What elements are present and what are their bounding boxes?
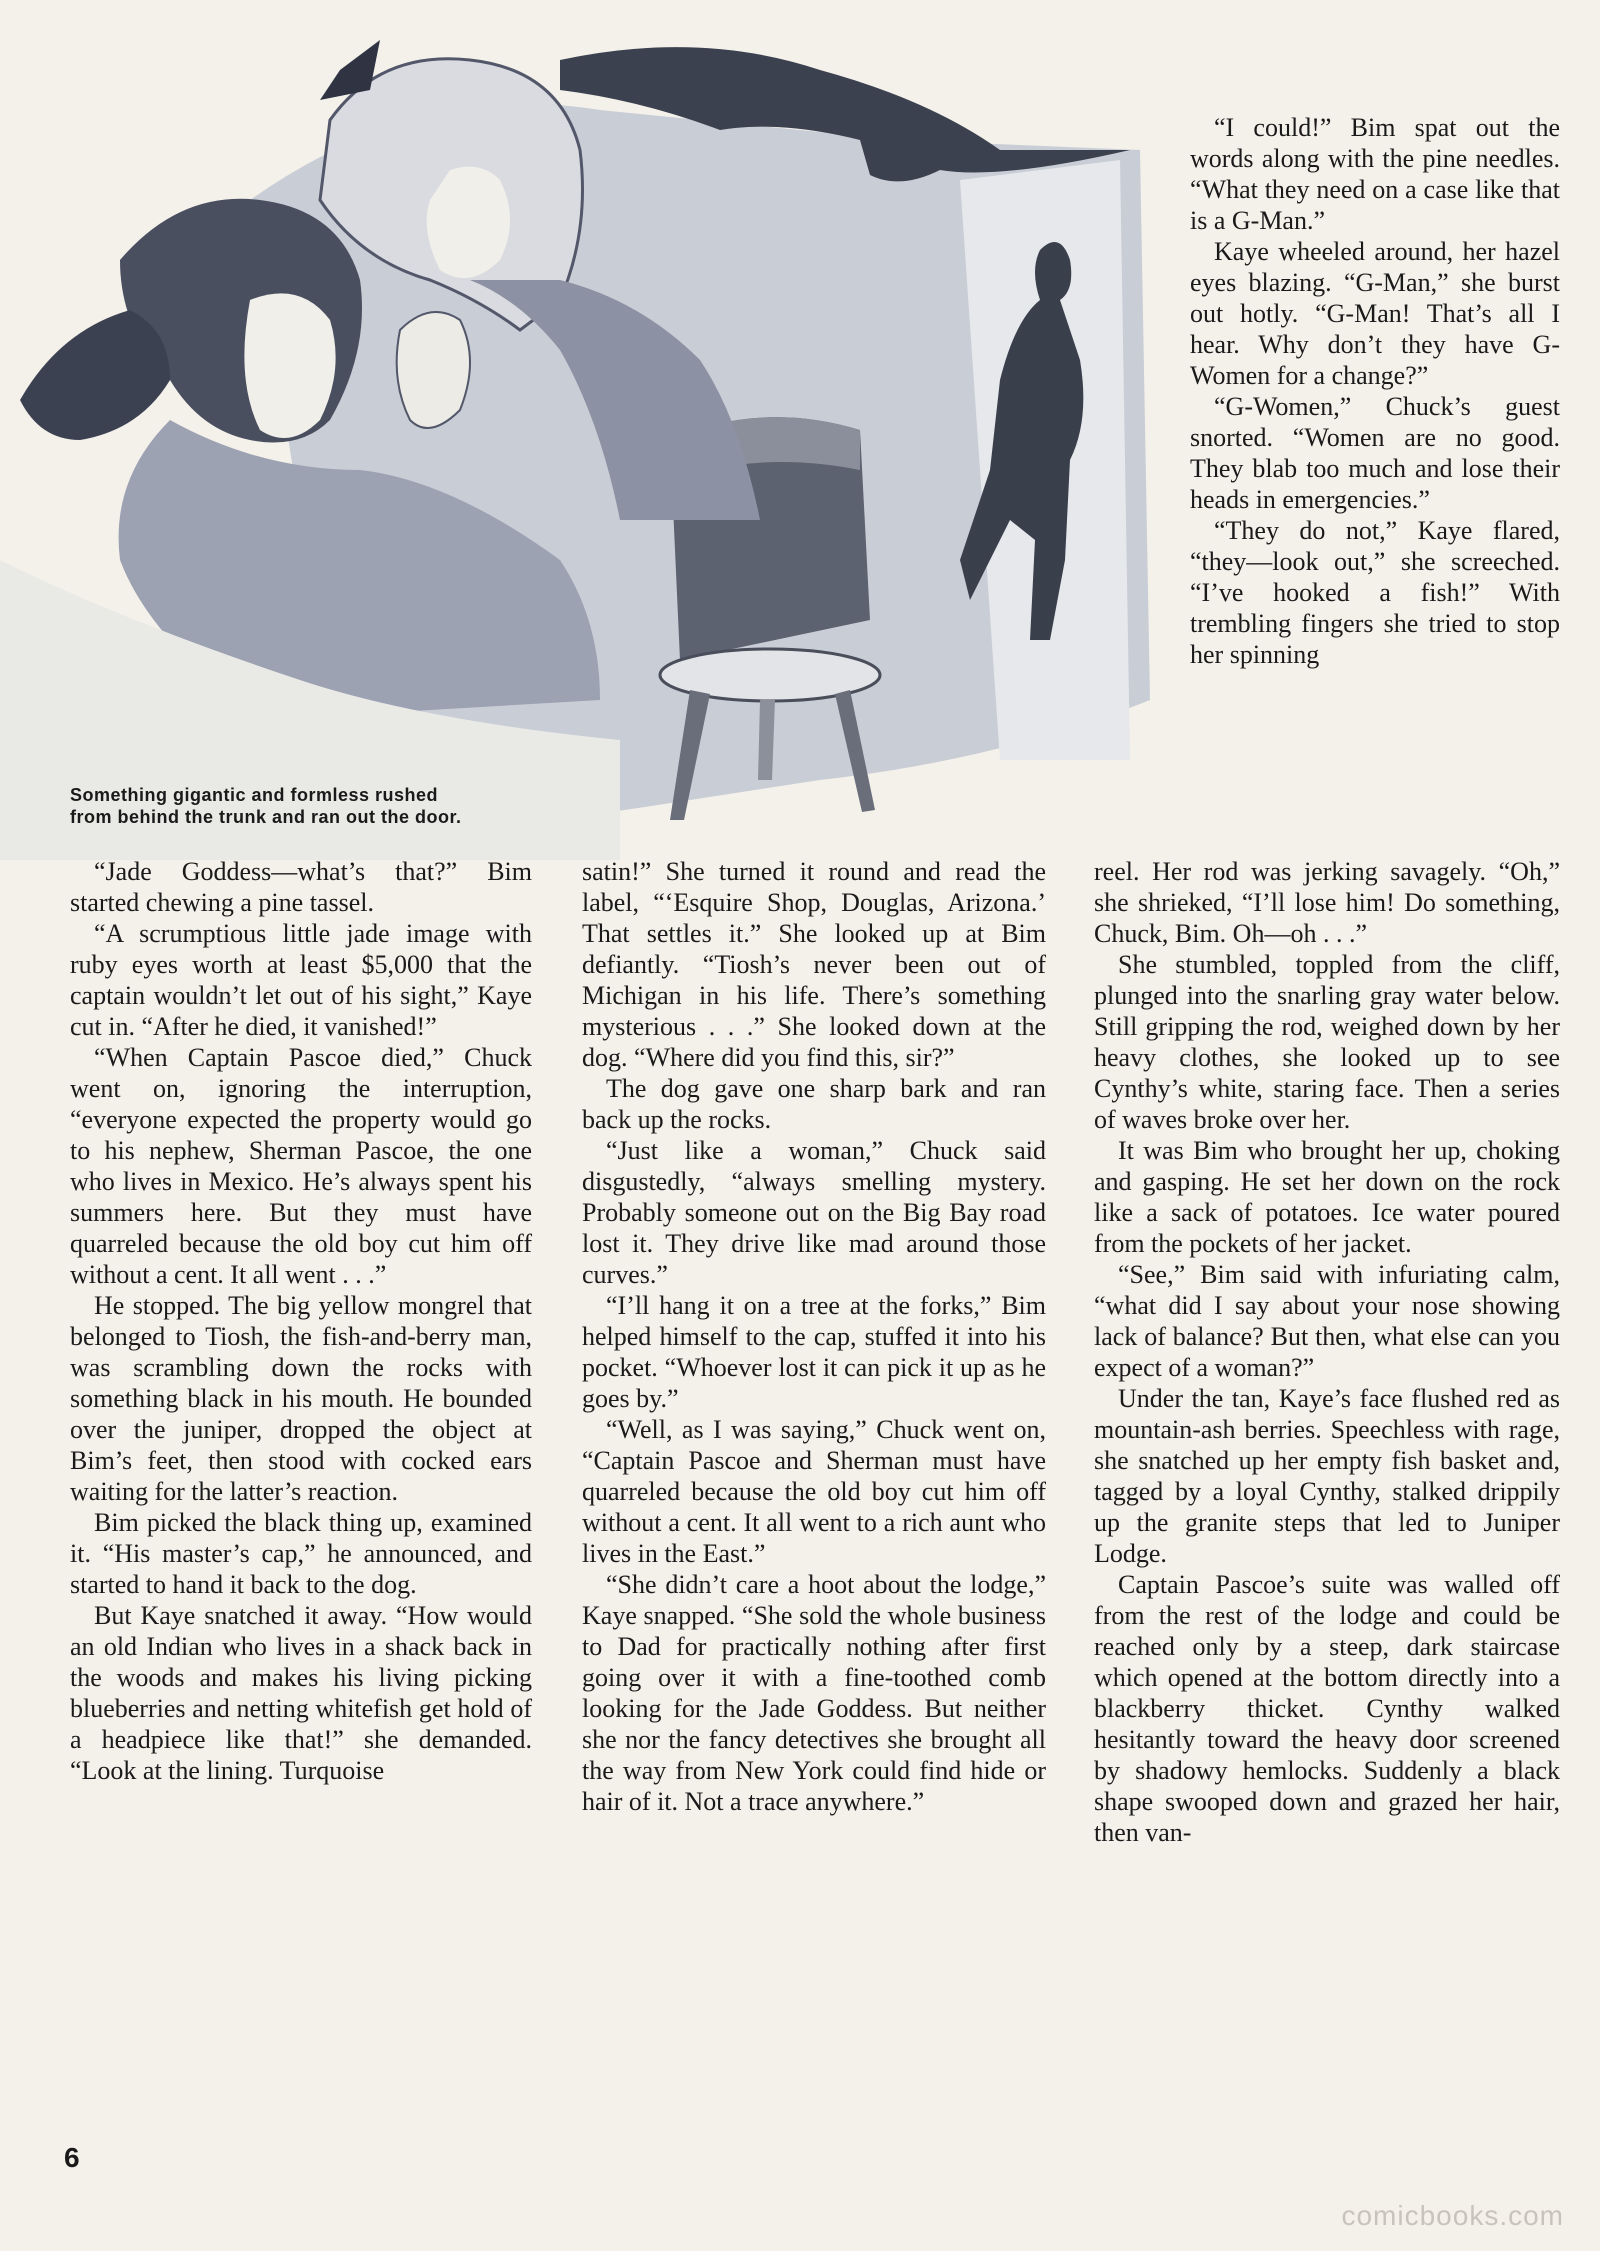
paragraph: “Just like a woman,” Chuck said disgustedly, “always smelling mystery. Probably someone out on the Big Bay road lost it. They drive like mad around those curves.” [582,1136,1046,1289]
paragraph: “They do not,” Kaye flared, “they—look out,” she screeched. “I’ve hooked a fish!” With trembling fingers she tried to stop her spinning [1190,516,1560,669]
illustration-caption [70,784,590,828]
paragraph: It was Bim who brought her up, choking and gasping. He set her down on the rock like a sack of potatoes. Ice water poured from the pockets of her jacket. [1094,1136,1560,1258]
paragraph: “G-Women,” Chuck’s guest snorted. “Women are no good. They blab too much and lose their heads in emergencies.” [1190,392,1560,514]
text-column-right [1094,856,1560,1848]
paragraph: “A scrumptious little jade image with ruby eyes worth at least $5,000 that the captain wouldn’t let out of his sight,” Kaye cut in. “After he died, it vanished!” [70,919,532,1041]
caption-line: from behind the trunk and ran out the door. [70,807,462,827]
paragraph: But Kaye snatched it away. “How would an old Indian who lives in a shack back in the woods and makes his living picking blueberries and netting whitefish get hold of a headpiece like that!” she demanded. “Look at the lining. Turquoise [70,1601,532,1785]
paragraph: reel. Her rod was jerking savagely. “Oh,” she shrieked, “I’ll lose him! Do something, Chuck, Bim. Oh—oh . . .” [1094,857,1560,948]
story-illustration [0,0,1200,860]
paragraph: “I could!” Bim spat out the words along with the pine needles. “What they need on a case like that is a G-Man.” [1190,113,1560,235]
text-column-left [70,856,532,1786]
paragraph: “When Captain Pascoe died,” Chuck went on, ignoring the interruption, “everyone expected the property would go to his nephew, Sherman Pascoe, the one who lives in Mexico. He’s always spent his summers here. But they must have quarreled because the old boy cut him off without a cent. It all went . . .” [70,1043,532,1289]
paragraph: Bim picked the black thing up, examined it. “His master’s cap,” he announced, and started to hand it back to the dog. [70,1508,532,1599]
paragraph: The dog gave one sharp bark and ran back up the rocks. [582,1074,1046,1134]
paragraph: Captain Pascoe’s suite was walled off from the rest of the lodge and could be reached only by a steep, dark staircase which opened at the bottom directly into a blackberry thicket. Cynthy walked hesitantly toward the heavy door screened by shadowy hemlocks. Suddenly a black shape swooped down and grazed her hair, then van- [1094,1570,1560,1847]
paragraph: satin!” She turned it round and read the label, “‘Esquire Shop, Douglas, Arizona.’ That settles it.” She looked up at Bim defiantly. “Tiosh’s never been out of Michigan in his life. There’s something mysterious . . .” She looked down at the dog. “Where did you find this, sir?” [582,857,1046,1072]
paragraph: She stumbled, toppled from the cliff, plunged into the snarling gray water below. Still gripping the rod, weighed down by her heavy clothes, she looked up to see Cynthy’s white, staring face. Then a series of waves broke over her. [1094,950,1560,1134]
paragraph: Kaye wheeled around, her hazel eyes blazing. “G-Man,” she burst out hotly. “G-Man! That’s all I hear. Why don’t they have G-Women for a change?” [1190,237,1560,390]
text-column-middle [582,856,1046,1817]
paragraph: Under the tan, Kaye’s face flushed red as mountain-ash berries. Speechless with rage, she snatched up her empty fish basket and, tagged by a loyal Cynthy, stalked drippily up the granite steps that led to Juniper Lodge. [1094,1384,1560,1568]
paragraph: “She didn’t care a hoot about the lodge,” Kaye snapped. “She sold the whole business to Dad for practically nothing after first going over it with a fine-toothed comb looking for the Jade Goddess. But neither she nor the fancy detectives she brought all the way from New York could find hide or hair of it. Not a trace anywhere.” [582,1570,1046,1816]
paragraph: “See,” Bim said with infuriating calm, “what did I say about your nose showing lack of balance? But then, what else can you expect of a woman?” [1094,1260,1560,1382]
watermark: comicbooks.com [1341,2200,1564,2231]
paragraph: He stopped. The big yellow mongrel that belonged to Tiosh, the fish-and-berry man, was scrambling down the rocks with something black in his mouth. He bounded over the juniper, dropped the object at Bim’s feet, then stood with cocked ears waiting for the latter’s reaction. [70,1291,532,1506]
paragraph: “I’ll hang it on a tree at the forks,” Bim helped himself to the cap, stuffed it into his pocket. “Whoever lost it can pick it up as he goes by.” [582,1291,1046,1413]
caption-line: Something gigantic and formless rushed [70,785,439,805]
paragraph: “Well, as I was saying,” Chuck went on, “Captain Pascoe and Sherman must have quarreled because the old boy cut him off without a cent. It all went to a rich aunt who lives in the East.” [582,1415,1046,1568]
page-number: 6 [64,2142,80,2173]
text-column-right-top [1190,112,1560,670]
paragraph: “Jade Goddess—what’s that?” Bim started chewing a pine tassel. [70,857,532,917]
